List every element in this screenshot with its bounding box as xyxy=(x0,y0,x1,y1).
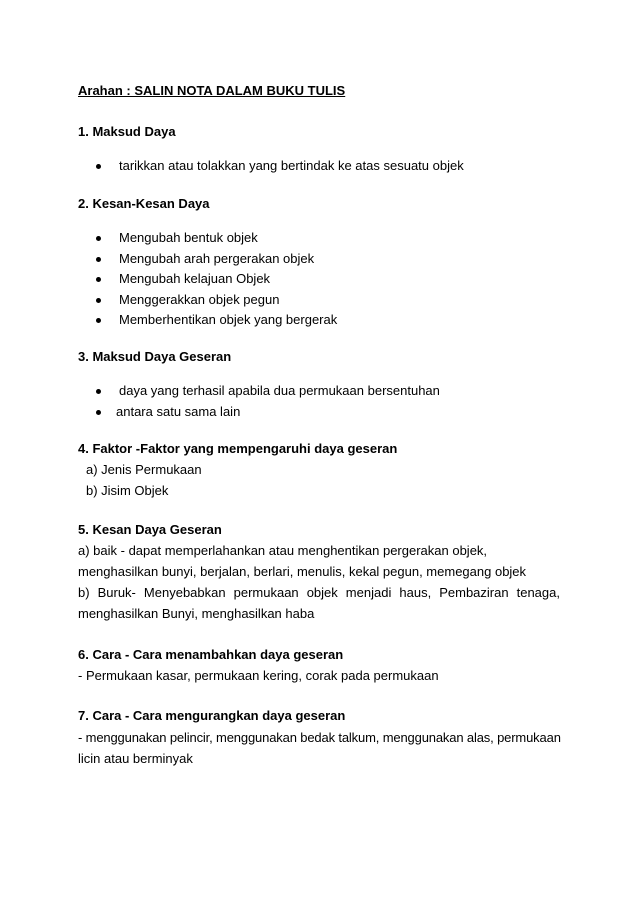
body-line: - menggunakan pelincir, menggunakan bedak talkum, menggunakan alas, permukaan xyxy=(78,730,561,745)
section-6-body xyxy=(78,665,560,686)
section-4-heading: 4. Faktor -Faktor yang mempengaruhi daya geseran xyxy=(78,441,398,456)
section-5-heading: 5. Kesan Daya Geseran xyxy=(78,522,222,537)
body-line: menghasilkan Bunyi, menghasilkan haba xyxy=(78,606,315,621)
bullet-icon xyxy=(96,410,101,415)
instruction-header: Arahan : SALIN NOTA DALAM BUKU TULIS xyxy=(78,83,346,98)
bullet-icon xyxy=(96,298,101,303)
bullet-icon xyxy=(96,236,101,241)
section-1-heading: 1. Maksud Daya xyxy=(78,124,176,139)
body-line: licin atau berminyak xyxy=(78,751,193,766)
body-line: b) Buruk- Menyebabkan permukaan objek menjadi haus, Pembaziran tenaga, xyxy=(78,585,560,600)
body-line: a) baik - dapat memperlahankan atau menghentikan pergerakan objek, xyxy=(78,543,488,558)
bullet-icon xyxy=(96,257,101,262)
section-3-heading: 3. Maksud Daya Geseran xyxy=(78,349,232,364)
section-2-heading: 2. Kesan-Kesan Daya xyxy=(78,196,210,211)
bullet-icon xyxy=(96,164,101,169)
section-6-heading: 6. Cara - Cara menambahkan daya geseran xyxy=(78,647,344,662)
body-line: menghasilkan bunyi, berjalan, berlari, menulis, kekal pegun, memegang objek xyxy=(78,564,527,579)
section-7-body xyxy=(78,727,560,769)
bullet-icon xyxy=(96,389,101,394)
factor-item-a: a) Jenis Permukaan xyxy=(86,462,202,477)
bullet-icon xyxy=(96,318,101,323)
section-7-heading: 7. Cara - Cara mengurangkan daya geseran xyxy=(78,708,346,723)
bullet-icon xyxy=(96,277,101,282)
factor-item-b: b) Jisim Objek xyxy=(86,483,169,498)
section-5-body xyxy=(78,540,560,624)
body-line: - Permukaan kasar, permukaan kering, corak pada permukaan xyxy=(78,668,439,683)
